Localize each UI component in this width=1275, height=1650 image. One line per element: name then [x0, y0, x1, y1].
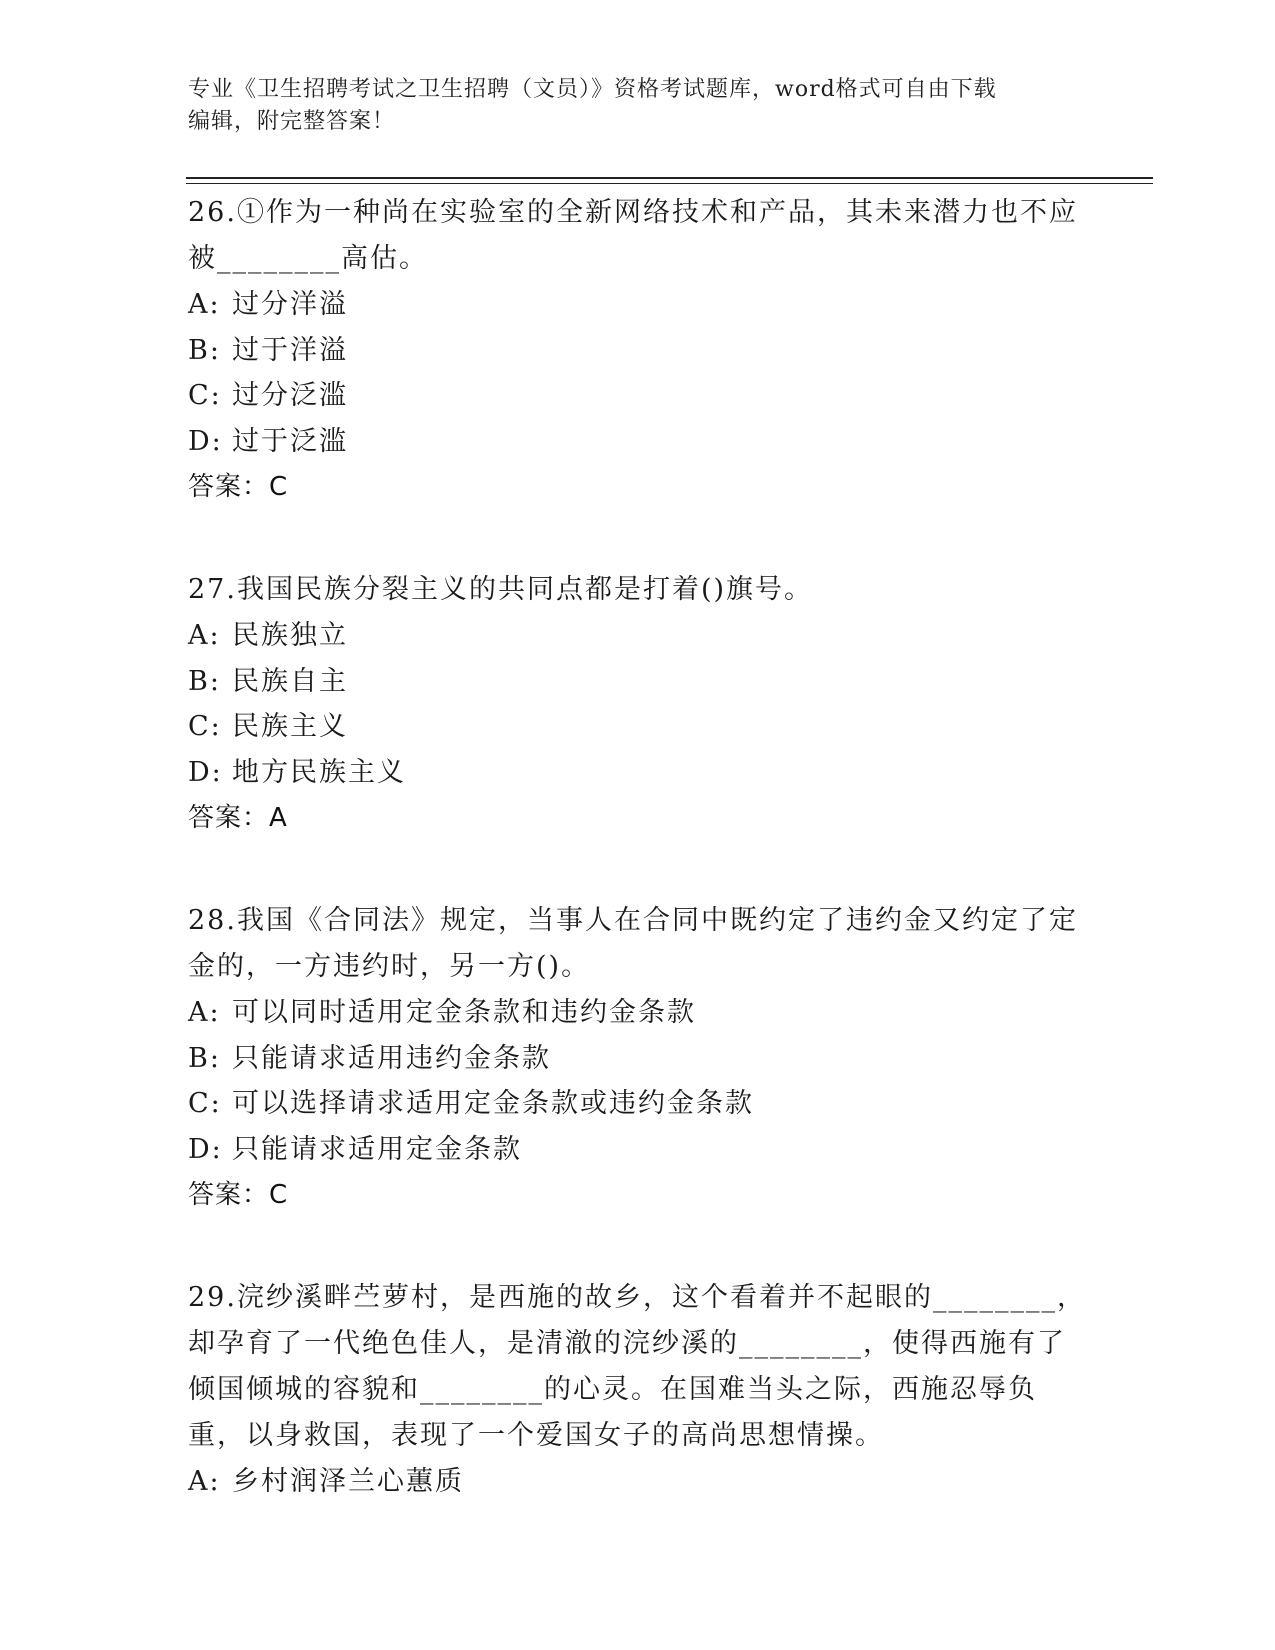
option-letter: A: — [188, 997, 221, 1028]
option-text: 民族主义 — [232, 711, 348, 742]
option-letter: D: — [188, 1133, 223, 1165]
option-letter: A: — [188, 289, 221, 320]
option-d — [188, 1127, 1088, 1173]
option-text: 地方民族主义 — [232, 756, 406, 788]
option-b — [188, 659, 1088, 705]
option-letter: C: — [188, 1088, 222, 1119]
answer-line: 答案：C — [188, 472, 289, 502]
option-letter: B: — [188, 334, 221, 366]
option-text: 民族自主 — [232, 665, 348, 697]
document-header — [188, 74, 1088, 138]
option-letter: C: — [188, 380, 222, 411]
option-b — [188, 1036, 1088, 1082]
question-stem: 28.我国《合同法》规定，当事人在合同中既约定了违约金又约定了定金的，一方违约时，另一方()。 — [188, 905, 1078, 982]
question-stem: 26.①作为一种尚在实验室的全新网络技术和产品，其未来潜力也不应被________高估。 — [188, 197, 1078, 274]
option-a — [188, 990, 1088, 1036]
option-letter: B: — [188, 1042, 221, 1074]
option-letter: D: — [188, 756, 223, 788]
option-letter: A: — [188, 620, 221, 651]
option-text: 过分洋溢 — [232, 289, 348, 320]
option-text: 民族独立 — [232, 620, 348, 651]
option-a — [188, 613, 1088, 659]
option-c — [188, 373, 1088, 419]
option-text: 过于洋溢 — [232, 334, 348, 366]
option-a — [188, 282, 1088, 328]
option-text: 可以选择请求适用定金条款或违约金条款 — [232, 1088, 754, 1119]
header-line-1: 专业《卫生招聘考试之卫生招聘（文员）》资格考试题库，word格式可自由下载 — [188, 77, 997, 102]
option-a — [188, 1459, 1088, 1505]
answer-line: 答案：A — [188, 803, 288, 833]
option-letter: A: — [188, 1466, 221, 1497]
header-divider-thick — [186, 177, 1153, 179]
option-d — [188, 750, 1088, 796]
option-text: 只能请求适用定金条款 — [232, 1133, 522, 1165]
question-28 — [188, 898, 1088, 1218]
option-letter: C: — [188, 711, 222, 742]
answer-line: 答案：C — [188, 1180, 289, 1210]
option-letter: D: — [188, 425, 223, 457]
question-stem: 27.我国民族分裂主义的共同点都是打着()旗号。 — [188, 574, 814, 605]
option-text: 过分泛滥 — [232, 380, 348, 411]
option-d — [188, 419, 1088, 465]
question-26 — [188, 190, 1088, 510]
option-c — [188, 1081, 1088, 1127]
option-text: 只能请求适用违约金条款 — [232, 1042, 551, 1074]
option-c — [188, 704, 1088, 750]
question-list — [188, 190, 1088, 1562]
question-29 — [188, 1275, 1088, 1505]
option-letter: B: — [188, 665, 221, 697]
question-stem: 29.浣纱溪畔苎萝村，是西施的故乡，这个看着并不起眼的________，却孕育了一代绝色佳人，是清澈的浣纱溪的________，使得西施有了倾国倾城的容貌和________的心灵。在国难当头之际，西施忍辱负重，以身救国，表现了一个爱国女子的高尚思想情操。 — [188, 1282, 1086, 1451]
header-divider-thin — [186, 183, 1153, 184]
option-text: 过于泛滥 — [232, 425, 348, 457]
question-27 — [188, 567, 1088, 841]
option-text: 乡村润泽兰心蕙质 — [232, 1466, 464, 1497]
header-line-2: 编辑，附完整答案！ — [188, 109, 396, 134]
option-b — [188, 328, 1088, 374]
option-text: 可以同时适用定金条款和违约金条款 — [232, 997, 696, 1028]
